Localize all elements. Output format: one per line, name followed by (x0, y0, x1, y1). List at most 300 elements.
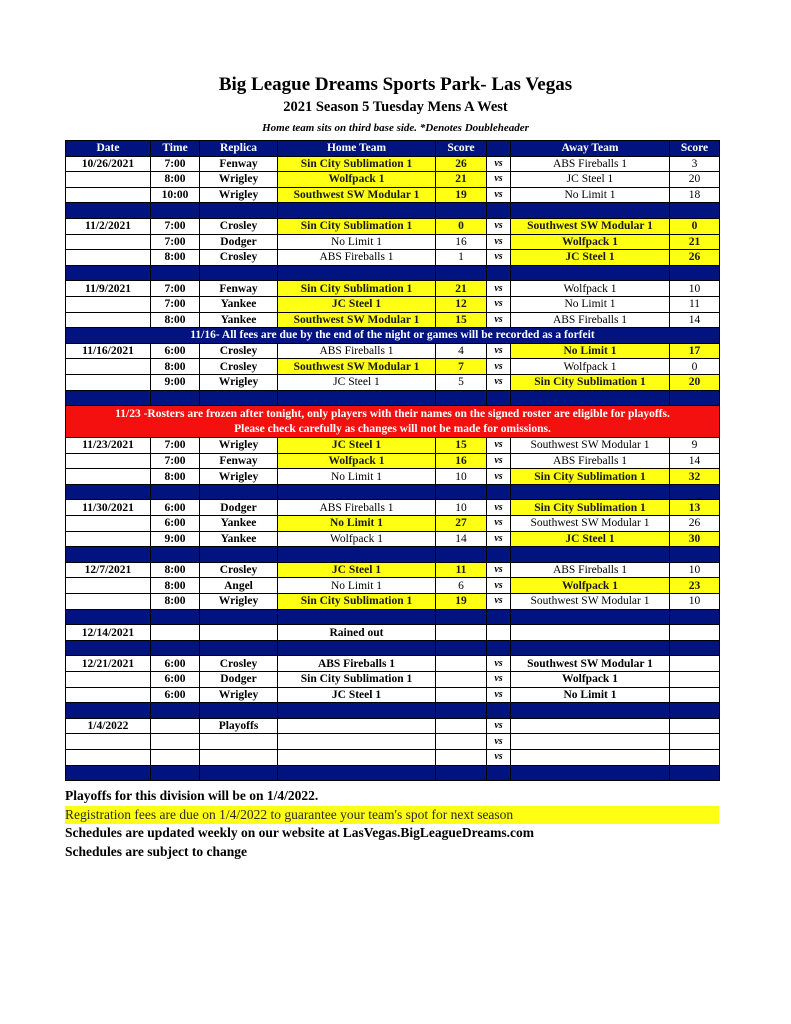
away-score-cell (670, 749, 720, 765)
away-team-cell: Wolfpack 1 (511, 234, 670, 250)
game-row (66, 218, 720, 234)
separator-cell (511, 390, 670, 406)
field-cell: Crosley (200, 250, 278, 266)
separator-cell (278, 484, 436, 500)
home-team-cell: ABS Fireballs 1 (278, 343, 436, 359)
away-score-cell: 10 (670, 562, 720, 578)
header-row (66, 141, 720, 157)
separator-cell (670, 609, 720, 625)
away-score-cell: 20 (670, 172, 720, 188)
separator-row (66, 640, 720, 656)
home-team-cell: No Limit 1 (278, 578, 436, 594)
away-score-cell: 14 (670, 312, 720, 328)
time-cell: 7:00 (151, 296, 200, 312)
away-score-cell: 0 (670, 359, 720, 375)
vs-cell: vs (487, 312, 511, 328)
game-row (66, 374, 720, 390)
separator-cell (278, 547, 436, 563)
doubleheader-note: Home team sits on third base side. *Denotes Doubleheader (262, 122, 529, 134)
separator-cell (511, 484, 670, 500)
away-score-cell (670, 625, 720, 641)
field-cell: Wrigley (200, 172, 278, 188)
home-team-cell: Sin City Sublimation 1 (278, 281, 436, 297)
away-team-cell: No Limit 1 (511, 687, 670, 703)
separator-row (66, 609, 720, 625)
separator-cell (436, 265, 487, 281)
home-team-cell: JC Steel 1 (278, 687, 436, 703)
separator-cell (278, 765, 436, 781)
time-cell: 8:00 (151, 172, 200, 188)
game-row (66, 578, 720, 594)
time-cell: 6:00 (151, 343, 200, 359)
home-score-cell: 6 (436, 578, 487, 594)
game-row (66, 672, 720, 688)
home-team-cell (278, 718, 436, 734)
home-team-cell: Wolfpack 1 (278, 453, 436, 469)
date-cell: 11/23/2021 (66, 438, 151, 454)
date-cell (66, 359, 151, 375)
home-score-cell: 19 (436, 187, 487, 203)
time-cell: 8:00 (151, 562, 200, 578)
vs-cell: vs (487, 469, 511, 485)
separator-cell (66, 703, 151, 719)
website-note: Schedules are updated weekly on our website at LasVegas.BigLeagueDreams.com (65, 825, 535, 840)
separator-cell (670, 703, 720, 719)
separator-cell (511, 265, 670, 281)
separator-cell (278, 203, 436, 219)
separator-cell (151, 640, 200, 656)
date-cell: 11/16/2021 (66, 343, 151, 359)
away-score-cell: 30 (670, 531, 720, 547)
date-cell (66, 453, 151, 469)
date-cell (66, 531, 151, 547)
field-cell (200, 625, 278, 641)
game-row (66, 453, 720, 469)
field-cell (200, 749, 278, 765)
away-team-cell: JC Steel 1 (511, 250, 670, 266)
separator-cell (670, 203, 720, 219)
away-team-cell: Southwest SW Modular 1 (511, 656, 670, 672)
away-team-cell: ABS Fireballs 1 (511, 156, 670, 172)
vs-cell: vs (487, 296, 511, 312)
home-score-cell: 12 (436, 296, 487, 312)
date-cell (66, 749, 151, 765)
separator-cell (200, 703, 278, 719)
date-cell (66, 578, 151, 594)
vs-cell (487, 625, 511, 641)
separator-cell (151, 703, 200, 719)
separator-cell (511, 640, 670, 656)
vs-cell: vs (487, 218, 511, 234)
time-cell (151, 734, 200, 750)
time-cell: 9:00 (151, 374, 200, 390)
away-score-cell: 11 (670, 296, 720, 312)
field-cell: Wrigley (200, 438, 278, 454)
separator-cell (487, 640, 511, 656)
date-cell: 11/2/2021 (66, 218, 151, 234)
col-vs (487, 141, 511, 157)
home-score-cell (436, 672, 487, 688)
home-score-cell: 10 (436, 469, 487, 485)
home-score-cell: 16 (436, 453, 487, 469)
game-row (66, 718, 720, 734)
time-cell (151, 625, 200, 641)
separator-cell (278, 640, 436, 656)
away-score-cell: 0 (670, 218, 720, 234)
separator-cell (487, 390, 511, 406)
time-cell: 7:00 (151, 281, 200, 297)
time-cell: 7:00 (151, 453, 200, 469)
field-cell: Crosley (200, 343, 278, 359)
field-cell: Playoffs (200, 718, 278, 734)
time-cell: 7:00 (151, 438, 200, 454)
away-score-cell: 32 (670, 469, 720, 485)
time-cell: 8:00 (151, 469, 200, 485)
field-cell: Crosley (200, 218, 278, 234)
away-score-cell: 17 (670, 343, 720, 359)
away-team-cell: Wolfpack 1 (511, 672, 670, 688)
away-team-cell: Sin City Sublimation 1 (511, 374, 670, 390)
away-team-cell: Southwest SW Modular 1 (511, 594, 670, 610)
time-cell: 6:00 (151, 500, 200, 516)
separator-cell (66, 609, 151, 625)
field-cell: Yankee (200, 531, 278, 547)
separator-cell (66, 547, 151, 563)
field-cell: Wrigley (200, 687, 278, 703)
game-row (66, 749, 720, 765)
date-cell (66, 594, 151, 610)
separator-cell (151, 547, 200, 563)
roster-alert-row (66, 406, 720, 438)
game-row (66, 562, 720, 578)
separator-cell (487, 203, 511, 219)
vs-cell: vs (487, 234, 511, 250)
field-cell: Crosley (200, 562, 278, 578)
date-cell (66, 234, 151, 250)
away-team-cell: No Limit 1 (511, 343, 670, 359)
date-cell: 12/21/2021 (66, 656, 151, 672)
away-team-cell: ABS Fireballs 1 (511, 453, 670, 469)
home-team-cell: ABS Fireballs 1 (278, 656, 436, 672)
separator-cell (436, 640, 487, 656)
game-row (66, 359, 720, 375)
game-row (66, 187, 720, 203)
home-team-cell: Sin City Sublimation 1 (278, 218, 436, 234)
notice-cell (66, 406, 720, 438)
away-team-cell: Wolfpack 1 (511, 578, 670, 594)
col-home-team: Home Team (278, 141, 436, 157)
home-score-cell (436, 687, 487, 703)
away-team-cell: No Limit 1 (511, 187, 670, 203)
separator-cell (200, 765, 278, 781)
separator-cell (487, 547, 511, 563)
game-row (66, 625, 720, 641)
date-cell (66, 187, 151, 203)
home-team-cell (278, 749, 436, 765)
field-cell: Yankee (200, 296, 278, 312)
time-cell: 8:00 (151, 578, 200, 594)
home-score-cell: 27 (436, 516, 487, 532)
game-row (66, 296, 720, 312)
time-cell: 7:00 (151, 218, 200, 234)
separator-cell (200, 484, 278, 500)
vs-cell: vs (487, 156, 511, 172)
page-title: Big League Dreams Sports Park- Las Vegas (218, 74, 573, 95)
separator-cell (278, 703, 436, 719)
separator-cell (670, 765, 720, 781)
away-score-cell: 13 (670, 500, 720, 516)
separator-row (66, 547, 720, 563)
home-score-cell: 19 (436, 594, 487, 610)
home-team-cell: JC Steel 1 (278, 296, 436, 312)
away-score-cell: 9 (670, 438, 720, 454)
field-cell: Dodger (200, 234, 278, 250)
separator-cell (151, 203, 200, 219)
away-score-cell: 23 (670, 578, 720, 594)
vs-cell: vs (487, 687, 511, 703)
time-cell: 8:00 (151, 359, 200, 375)
away-team-cell (511, 749, 670, 765)
vs-cell: vs (487, 594, 511, 610)
away-score-cell (670, 687, 720, 703)
home-team-cell: No Limit 1 (278, 516, 436, 532)
separator-cell (436, 765, 487, 781)
time-cell: 9:00 (151, 531, 200, 547)
time-cell: 7:00 (151, 156, 200, 172)
separator-cell (436, 484, 487, 500)
date-cell: 1/4/2022 (66, 718, 151, 734)
game-row (66, 734, 720, 750)
field-cell: Fenway (200, 156, 278, 172)
separator-cell (670, 547, 720, 563)
separator-cell (487, 265, 511, 281)
separator-cell (436, 390, 487, 406)
time-cell: 6:00 (151, 516, 200, 532)
separator-cell (436, 203, 487, 219)
field-cell: Dodger (200, 672, 278, 688)
date-cell: 10/26/2021 (66, 156, 151, 172)
home-team-cell: Wolfpack 1 (278, 172, 436, 188)
home-score-cell: 5 (436, 374, 487, 390)
home-team-cell (278, 734, 436, 750)
separator-cell (278, 609, 436, 625)
home-score-cell: 0 (436, 218, 487, 234)
col-away-score: Score (670, 141, 720, 157)
separator-cell (511, 547, 670, 563)
away-score-cell: 10 (670, 281, 720, 297)
away-score-cell: 26 (670, 250, 720, 266)
away-score-cell: 10 (670, 594, 720, 610)
separator-cell (487, 703, 511, 719)
separator-cell (487, 484, 511, 500)
home-team-cell: ABS Fireballs 1 (278, 500, 436, 516)
date-cell (66, 250, 151, 266)
separator-cell (200, 547, 278, 563)
separator-cell (66, 265, 151, 281)
away-team-cell: Southwest SW Modular 1 (511, 516, 670, 532)
vs-cell: vs (487, 250, 511, 266)
vs-cell: vs (487, 672, 511, 688)
notice-text: 11/23 -Rosters are frozen after tonight, only players with their names on the signed roster are eligible for playoffs. (115, 407, 670, 420)
away-score-cell: 20 (670, 374, 720, 390)
separator-cell (151, 765, 200, 781)
separator-row (66, 265, 720, 281)
date-cell (66, 374, 151, 390)
field-cell: Wrigley (200, 374, 278, 390)
home-score-cell (436, 656, 487, 672)
away-score-cell (670, 656, 720, 672)
away-team-cell: ABS Fireballs 1 (511, 562, 670, 578)
away-score-cell: 14 (670, 453, 720, 469)
separator-cell (487, 609, 511, 625)
separator-cell (436, 547, 487, 563)
vs-cell: vs (487, 531, 511, 547)
vs-cell: vs (487, 749, 511, 765)
home-team-cell: No Limit 1 (278, 469, 436, 485)
game-row (66, 281, 720, 297)
separator-cell (670, 265, 720, 281)
separator-cell (66, 640, 151, 656)
home-team-cell: Wolfpack 1 (278, 531, 436, 547)
footer-notes (65, 787, 719, 861)
vs-cell: vs (487, 453, 511, 469)
separator-cell (200, 265, 278, 281)
home-team-cell: JC Steel 1 (278, 374, 436, 390)
date-cell: 12/7/2021 (66, 562, 151, 578)
separator-cell (436, 703, 487, 719)
vs-cell: vs (487, 281, 511, 297)
date-cell (66, 296, 151, 312)
field-cell: Crosley (200, 656, 278, 672)
game-row (66, 250, 720, 266)
away-team-cell (511, 625, 670, 641)
time-cell (151, 749, 200, 765)
date-cell (66, 687, 151, 703)
separator-cell (200, 609, 278, 625)
separator-cell (66, 484, 151, 500)
notice-cell (66, 328, 720, 344)
home-score-cell (436, 718, 487, 734)
notice-text-2: Please check carefully as changes will not be made for omissions. (234, 422, 551, 435)
home-score-cell: 15 (436, 438, 487, 454)
home-team-cell: Southwest SW Modular 1 (278, 187, 436, 203)
home-score-cell: 21 (436, 281, 487, 297)
field-cell: Wrigley (200, 594, 278, 610)
separator-cell (151, 265, 200, 281)
home-team-cell: Southwest SW Modular 1 (278, 312, 436, 328)
time-cell: 10:00 (151, 187, 200, 203)
game-row (66, 500, 720, 516)
home-score-cell: 1 (436, 250, 487, 266)
field-cell (200, 734, 278, 750)
change-note: Schedules are subject to change (65, 843, 247, 859)
home-score-cell: 7 (436, 359, 487, 375)
vs-cell: vs (487, 656, 511, 672)
game-row (66, 156, 720, 172)
vs-cell: vs (487, 343, 511, 359)
separator-cell (200, 390, 278, 406)
separator-cell (670, 484, 720, 500)
vs-cell: vs (487, 438, 511, 454)
separator-cell (670, 390, 720, 406)
col-time: Time (151, 141, 200, 157)
col-replica: Replica (200, 141, 278, 157)
home-score-cell: 4 (436, 343, 487, 359)
vs-cell: vs (487, 516, 511, 532)
field-cell: Wrigley (200, 469, 278, 485)
separator-cell (200, 640, 278, 656)
separator-cell (66, 203, 151, 219)
field-cell: Fenway (200, 453, 278, 469)
date-cell (66, 312, 151, 328)
time-cell: 8:00 (151, 594, 200, 610)
separator-row (66, 765, 720, 781)
home-score-cell: 16 (436, 234, 487, 250)
time-cell: 8:00 (151, 250, 200, 266)
away-score-cell: 18 (670, 187, 720, 203)
away-team-cell: No Limit 1 (511, 296, 670, 312)
home-team-cell: Rained out (278, 625, 436, 641)
home-score-cell: 21 (436, 172, 487, 188)
game-row (66, 172, 720, 188)
game-row (66, 234, 720, 250)
away-score-cell (670, 734, 720, 750)
home-score-cell: 26 (436, 156, 487, 172)
game-row (66, 312, 720, 328)
date-cell (66, 516, 151, 532)
game-row (66, 594, 720, 610)
separator-cell (511, 765, 670, 781)
field-cell: Yankee (200, 516, 278, 532)
fee-notice-row (66, 328, 720, 344)
home-team-cell: No Limit 1 (278, 234, 436, 250)
separator-cell (670, 640, 720, 656)
vs-cell: vs (487, 500, 511, 516)
date-cell (66, 734, 151, 750)
game-row (66, 656, 720, 672)
home-score-cell: 15 (436, 312, 487, 328)
vs-cell: vs (487, 562, 511, 578)
date-cell: 11/9/2021 (66, 281, 151, 297)
away-team-cell: Wolfpack 1 (511, 281, 670, 297)
home-team-cell: Sin City Sublimation 1 (278, 156, 436, 172)
separator-cell (66, 390, 151, 406)
separator-cell (151, 390, 200, 406)
col-date: Date (66, 141, 151, 157)
home-score-cell: 14 (436, 531, 487, 547)
away-team-cell (511, 734, 670, 750)
separator-cell (66, 765, 151, 781)
registration-note: Registration fees are due on 1/4/2022 to guarantee your team's spot for next season (65, 806, 719, 825)
game-row (66, 516, 720, 532)
away-team-cell: Southwest SW Modular 1 (511, 438, 670, 454)
vs-cell: vs (487, 718, 511, 734)
home-score-cell (436, 749, 487, 765)
away-team-cell: JC Steel 1 (511, 531, 670, 547)
away-team-cell: Southwest SW Modular 1 (511, 218, 670, 234)
home-team-cell: Sin City Sublimation 1 (278, 594, 436, 610)
time-cell (151, 718, 200, 734)
time-cell: 7:00 (151, 234, 200, 250)
away-team-cell: Sin City Sublimation 1 (511, 500, 670, 516)
separator-row (66, 703, 720, 719)
away-score-cell (670, 718, 720, 734)
game-row (66, 343, 720, 359)
away-score-cell: 21 (670, 234, 720, 250)
playoffs-note: Playoffs for this division will be on 1/4/2022. (65, 788, 319, 803)
date-cell (66, 172, 151, 188)
separator-row (66, 203, 720, 219)
